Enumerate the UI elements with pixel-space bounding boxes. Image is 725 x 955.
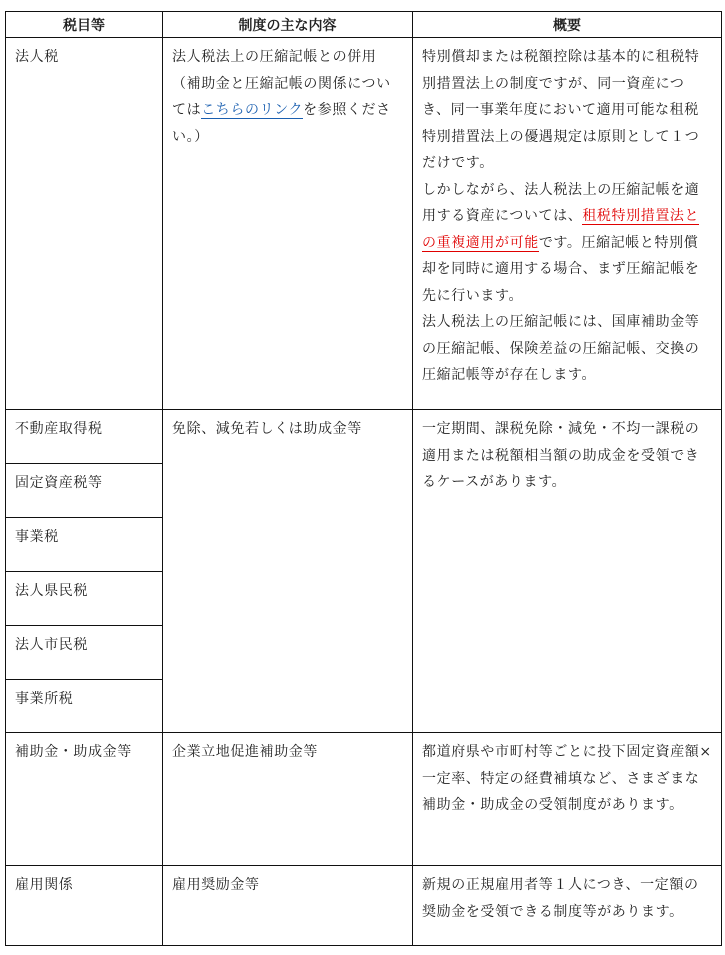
summary-p2-before: しかしながら、法人税法上の圧縮記帳を適用する資産については、 <box>422 181 700 224</box>
cell-content <box>163 38 413 410</box>
table-row-local-tax <box>6 410 722 464</box>
content-text: 雇用奨励金等 <box>172 877 260 893</box>
summary-paragraph-1: 特別償却または税額控除は基本的に租税特別措置法上の制度ですが、同一資産につき、同一事業年度において適用可能な租税特別措置法上の優遇規定は原則として１つだけです。 <box>422 49 700 171</box>
reference-link[interactable]: こちらのリンク <box>201 102 304 118</box>
cell-tax <box>6 866 163 946</box>
cell-summary <box>413 38 722 410</box>
cell-summary <box>413 866 722 946</box>
table-row-subsidy <box>6 733 722 866</box>
cell-tax <box>6 518 163 572</box>
tax-name: 雇用関係 <box>15 877 74 893</box>
cell-tax <box>6 38 163 410</box>
cell-content <box>163 733 413 866</box>
summary-text <box>413 38 721 389</box>
highlighted-text: 租税特別措置法との重複適用が可能 <box>422 208 700 251</box>
cell-content <box>163 866 413 946</box>
cell-tax <box>6 572 163 626</box>
tax-incentive-table <box>5 11 722 946</box>
table-row-employment <box>6 866 722 946</box>
header-main-content: 制度の主な内容 <box>163 12 413 38</box>
summary-text: 都道府県や市町村等ごとに投下固定資産額×一定率、特定の経費補填など、さまざまな補助金・助成金の受領制度があります。 <box>422 744 712 813</box>
header-summary: 概要 <box>413 12 722 38</box>
table-row-corporate-tax <box>6 38 722 410</box>
cell-tax <box>6 680 163 733</box>
summary-p2-after: です。圧縮記帳と特別償却を同時に適用する場合、まず圧縮記帳を先に行います。 <box>422 234 700 304</box>
tax-name: 法人税 <box>15 49 59 65</box>
summary-paragraph-3: 法人税法上の圧縮記帳には、国庫補助金等の圧縮記帳、保険差益の圧縮記帳、交換の圧縮記帳等が存在します。 <box>422 314 700 383</box>
header-row <box>6 12 722 38</box>
cell-tax <box>6 733 163 866</box>
tax-name: 法人県民税 <box>15 583 88 599</box>
content-text: 企業立地促進補助金等 <box>172 744 318 760</box>
content-text: 免除、減免若しくは助成金等 <box>172 421 362 437</box>
content-text <box>163 38 412 150</box>
tax-name: 法人市民税 <box>15 637 88 653</box>
content-text-before: 法人税法上の圧縮記帳との併用（補助金と圧縮記帳の関係については <box>172 49 391 118</box>
cell-tax <box>6 410 163 464</box>
cell-summary <box>413 410 722 733</box>
tax-name: 固定資産税等 <box>15 475 103 491</box>
header-tax-item: 税目等 <box>6 12 163 38</box>
tax-name: 事業税 <box>15 529 59 545</box>
tax-name: 不動産取得税 <box>15 421 103 437</box>
summary-text: 一定期間、課税免除・減免・不均一課税の適用または税額相当額の助成金を受領できるケースがあります。 <box>422 421 700 490</box>
cell-tax <box>6 464 163 518</box>
tax-name: 補助金・助成金等 <box>15 744 132 760</box>
summary-paragraph-2 <box>422 177 712 310</box>
summary-text: 新規の正規雇用者等１人につき、一定額の奨励金を受領できる制度等があります。 <box>422 877 699 920</box>
content-text-after: を参照ください。） <box>172 102 391 145</box>
cell-summary <box>413 733 722 866</box>
cell-content <box>163 410 413 733</box>
cell-tax <box>6 626 163 680</box>
tax-name: 事業所税 <box>15 691 74 707</box>
